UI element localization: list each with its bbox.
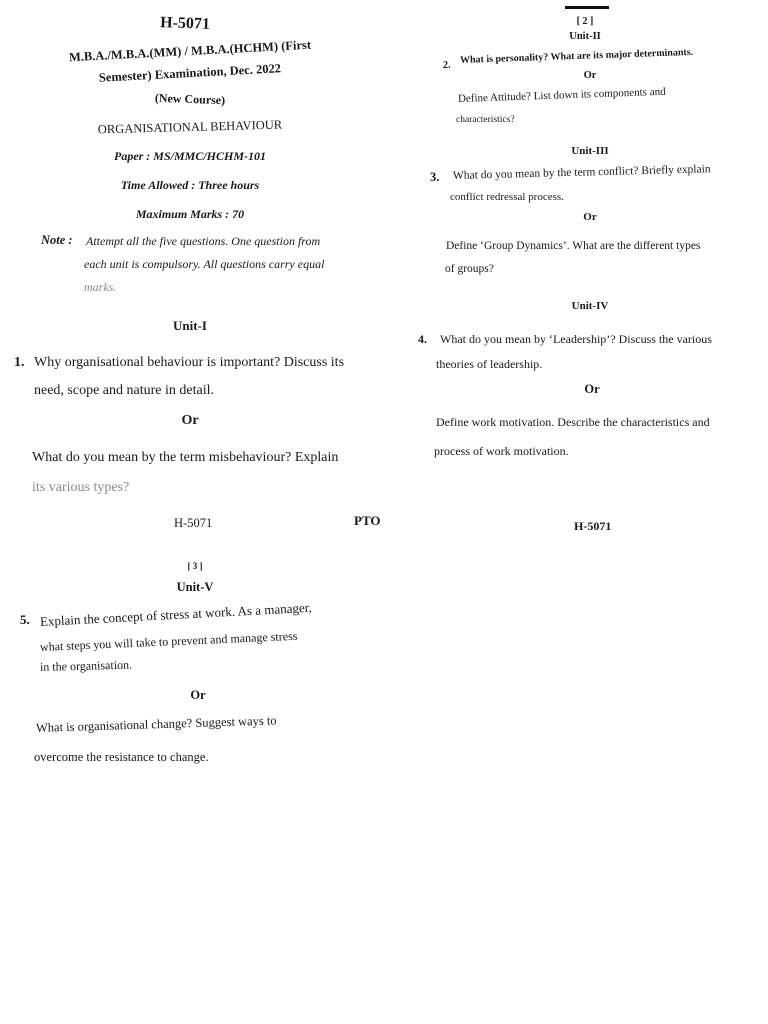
q4-number: 4. <box>418 332 427 346</box>
footer-code-page1: H-5071 <box>174 516 213 530</box>
or-5: Or <box>190 688 206 702</box>
q3-line1: What do you mean by the term conflict? Briefly explain <box>452 163 711 182</box>
q3-line2: conflict redressal process. <box>450 191 564 203</box>
unit-4-heading: Unit-IV <box>571 300 609 312</box>
note-line3: marks. <box>84 280 117 294</box>
note-label: Note : <box>41 233 73 247</box>
paper-code: H-5071 <box>159 14 211 33</box>
q1b-line1: What do you mean by the term misbehaviour? Explain <box>32 450 339 465</box>
paper-number: Paper : MS/MMC/HCHM-101 <box>113 149 266 163</box>
q1-line2: need, scope and nature in detail. <box>34 383 214 398</box>
q5-line3: in the organisation. <box>39 657 133 674</box>
q2b-line2: characteristics? <box>456 115 515 125</box>
q1-number: 1. <box>14 355 25 370</box>
page-edge-mark <box>565 6 609 9</box>
unit-3-heading: Unit-III <box>571 145 609 157</box>
or-4: Or <box>584 382 600 396</box>
q2-line1: What is personality? What are its major determinants. <box>459 46 694 66</box>
q5-line1: Explain the concept of stress at work. As a manager, <box>39 599 313 629</box>
exam-title-line1: M.B.A./M.B.A.(MM) / M.B.A.(HCHM) (First <box>68 37 312 65</box>
page-2-number: [ 2 ] <box>576 16 594 27</box>
course-type: (New Course) <box>154 90 226 108</box>
footer-pto: PTO <box>354 513 381 528</box>
unit-2-heading: Unit-II <box>569 31 601 42</box>
q2-number: 2. <box>443 60 451 71</box>
time-allowed: Time Allowed : Three hours <box>120 178 260 192</box>
q5b-line2: overcome the resistance to change. <box>34 750 209 764</box>
q2b-line1: Define Attitude? List down its components and <box>457 85 666 105</box>
q4-line1: What do you mean by ‘Leadership’? Discuss the various <box>440 332 712 346</box>
q5b-line1: What is organisational change? Suggest ways to <box>35 713 277 735</box>
exam-title-line2: Semester) Examination, Dec. 2022 <box>98 61 282 85</box>
unit-5-heading: Unit-V <box>176 580 214 594</box>
q4b-line2: process of work motivation. <box>434 444 569 458</box>
or-1: Or <box>181 413 199 428</box>
note-line1: Attempt all the five questions. One question from <box>86 234 321 248</box>
page-3-number: [ 3 ] <box>187 561 203 571</box>
or-2: Or <box>583 70 597 81</box>
q3-number: 3. <box>430 170 440 184</box>
footer-code-page2: H-5071 <box>574 519 612 533</box>
q3b-line1: Define ‘Group Dynamics’. What are the different types <box>446 240 701 252</box>
subject-title: ORGANISATIONAL BEHAVIOUR <box>97 117 283 137</box>
q4-line2: theories of leadership. <box>436 357 543 371</box>
maximum-marks: Maximum Marks : 70 <box>135 207 245 221</box>
note-line2: each unit is compulsory. All questions carry equal <box>84 257 325 271</box>
or-3: Or <box>583 211 597 223</box>
q3b-line2: of groups? <box>445 263 494 275</box>
unit-1-heading: Unit-I <box>173 318 207 333</box>
q5-line2: what steps you will take to prevent and manage stress <box>39 628 298 654</box>
q1-line1: Why organisational behaviour is important? Discuss its <box>34 355 345 370</box>
q4b-line1: Define work motivation. Describe the characteristics and <box>436 415 710 429</box>
q5-number: 5. <box>20 612 30 627</box>
q1b-line2: its various types? <box>32 480 130 495</box>
